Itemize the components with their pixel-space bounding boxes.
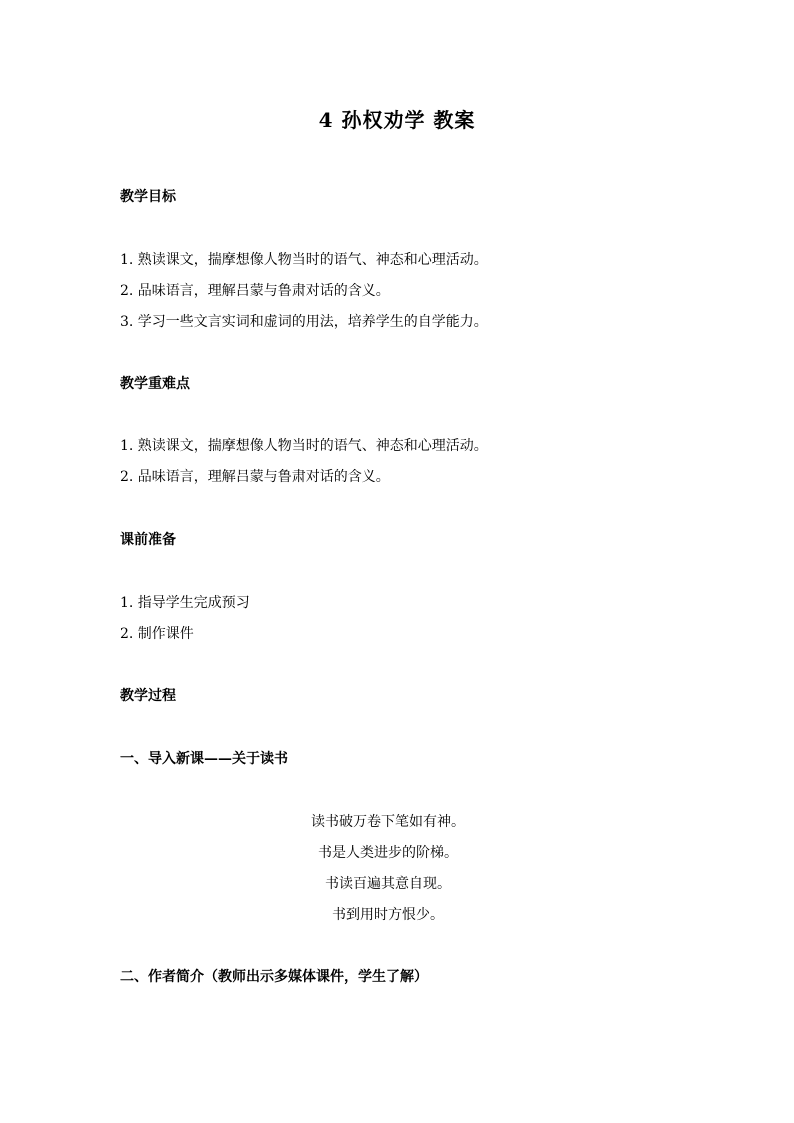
section-heading-objectives: 教学目标	[120, 189, 176, 205]
poem-line: 书读百遍其意自现。	[325, 876, 451, 892]
section-heading-key-points: 教学重难点	[120, 376, 190, 392]
key-point-item: 2. 品味语言，理解吕蒙与鲁肃对话的含义。	[120, 469, 390, 485]
objective-item: 1. 熟读课文，揣摩想像人物当时的语气、神态和心理活动。	[120, 252, 488, 268]
section-heading-preparation: 课前准备	[120, 532, 176, 548]
objective-item: 2. 品味语言，理解吕蒙与鲁肃对话的含义。	[120, 283, 390, 299]
process-part1-heading: 一、导入新课——关于读书	[120, 751, 288, 767]
poem-line: 书到用时方恨少。	[332, 907, 444, 923]
preparation-item: 2. 制作课件	[120, 626, 194, 642]
key-point-item: 1. 熟读课文，揣摩想像人物当时的语气、神态和心理活动。	[120, 438, 488, 454]
poem-line: 读书破万卷下笔如有神。	[311, 814, 465, 830]
preparation-item: 1. 指导学生完成预习	[120, 595, 250, 611]
objective-item: 3. 学习一些文言实词和虚词的用法，培养学生的自学能力。	[120, 314, 488, 330]
process-part2-heading: 二、作者简介（教师出示多媒体课件，学生了解）	[120, 969, 428, 985]
poem-line: 书是人类进步的阶梯。	[318, 845, 458, 861]
document-title: 4 孙权劝学 教案	[318, 108, 476, 132]
section-heading-process: 教学过程	[120, 688, 176, 704]
